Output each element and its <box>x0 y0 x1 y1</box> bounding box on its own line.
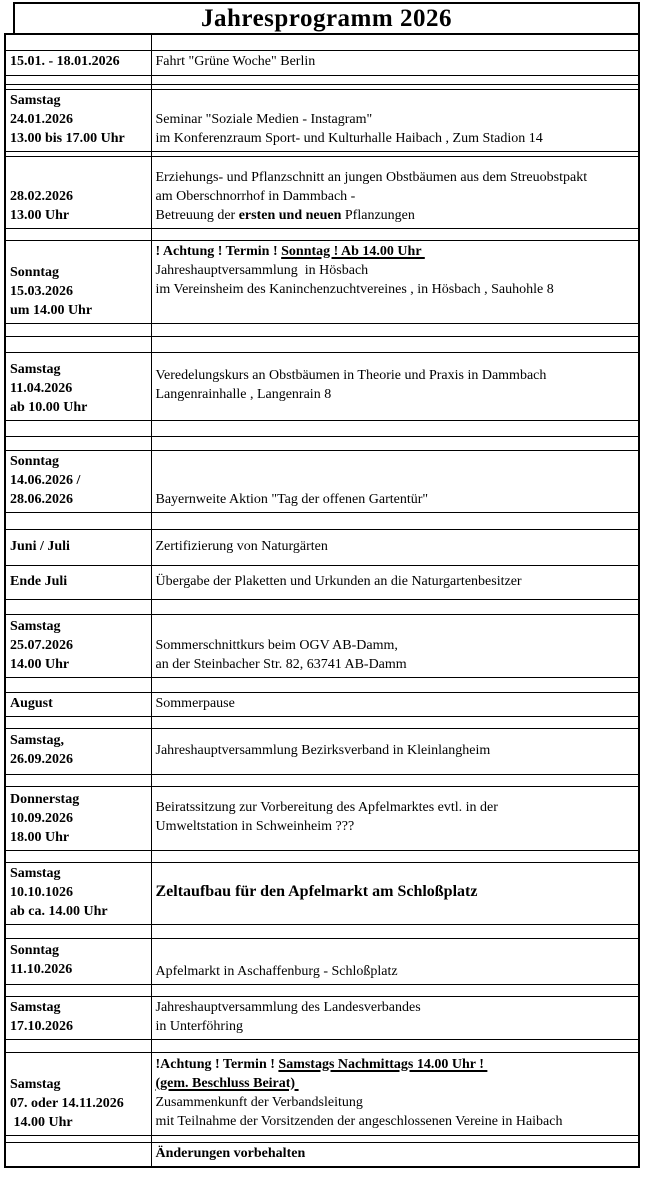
description-cell <box>151 728 639 774</box>
text-line <box>156 1112 635 1131</box>
text-line <box>156 881 635 903</box>
text-line <box>156 962 635 981</box>
description-cell <box>151 228 639 240</box>
description-cell <box>151 352 639 420</box>
description-cell <box>151 436 639 450</box>
text-line <box>10 1017 147 1036</box>
text-line <box>156 1017 635 1036</box>
text-run: 14.00 Uhr <box>10 1114 73 1130</box>
text-line <box>10 864 147 883</box>
text-run: Sonntag <box>10 264 60 280</box>
text-run: im Konferenzraum Sport- und Kulturhalle Haibach , Zum Stadion 14 <box>155 130 543 146</box>
text-run: in Unterföhring <box>155 1018 243 1034</box>
spacer-row <box>5 1135 639 1142</box>
text-run: 17.10.2026 <box>10 1018 73 1034</box>
date-cell <box>5 352 151 420</box>
text-run: 11.04.2026 <box>10 380 73 396</box>
text-line <box>10 263 147 282</box>
table-row <box>5 1142 639 1167</box>
text-run: Seminar "Soziale Medien - Instagram" <box>155 111 373 127</box>
text-line <box>10 636 147 655</box>
text-line <box>10 941 147 960</box>
date-cell <box>5 938 151 984</box>
text-run: ab ca. 14.00 Uhr <box>10 903 108 919</box>
date-cell <box>5 34 151 50</box>
spacer-row <box>5 436 639 450</box>
text-line <box>156 817 635 836</box>
text-run: Jahreshauptversammlung in Hösbach <box>155 262 369 278</box>
description-cell <box>151 1142 639 1167</box>
spacer-row <box>5 34 639 50</box>
text-run: um 14.00 Uhr <box>10 302 93 318</box>
text-run: Veredelungskurs an Obstbäumen in Theorie und Praxis in Dammbach <box>155 368 547 383</box>
text-run: Samstag <box>10 865 61 881</box>
table-row <box>5 996 639 1039</box>
spacer-row <box>5 336 639 352</box>
text-run: 15.01. - 18.01.2026 <box>10 54 120 69</box>
text-line <box>10 490 147 509</box>
text-line <box>10 360 147 379</box>
date-cell <box>5 228 151 240</box>
text-run: 24.01.2026 <box>10 111 73 127</box>
date-cell <box>5 996 151 1039</box>
description-cell <box>151 336 639 352</box>
text-line <box>10 883 147 902</box>
text-run: ! Achtung ! Termin ! <box>155 243 282 259</box>
date-cell <box>5 156 151 228</box>
text-line <box>10 1094 147 1113</box>
text-line <box>156 537 635 556</box>
text-line <box>156 242 635 261</box>
description-cell <box>151 1135 639 1142</box>
text-line <box>10 750 147 769</box>
description-cell <box>151 677 639 692</box>
text-line <box>10 572 147 591</box>
text-run: Sonntag <box>10 943 60 958</box>
text-run: Übergabe der Plaketten und Urkunden an die Naturgartenbesitzer <box>155 573 522 589</box>
text-line <box>156 206 635 225</box>
date-cell <box>5 1135 151 1142</box>
date-cell <box>5 1052 151 1135</box>
text-run: !Achtung ! Termin ! <box>155 1056 279 1072</box>
date-cell <box>5 728 151 774</box>
text-run: Samstag <box>10 999 61 1015</box>
date-cell <box>5 850 151 862</box>
text-run: Zusammenkunft der Verbandsleitung <box>155 1094 363 1110</box>
spacer-row <box>5 850 639 862</box>
spacer-row <box>5 677 639 692</box>
text-line <box>156 261 635 280</box>
text-line <box>156 798 635 817</box>
text-run: ab 10.00 Uhr <box>10 399 88 415</box>
text-line <box>10 809 147 828</box>
text-run: 14.06.2026 / <box>10 472 81 488</box>
text-line <box>10 110 147 129</box>
text-line <box>156 694 635 713</box>
description-cell <box>151 984 639 996</box>
spacer-row <box>5 924 639 938</box>
text-run: an der Steinbacher Str. 82, 63741 AB-Damm <box>155 656 407 672</box>
text-line <box>156 52 635 71</box>
text-line <box>10 1075 147 1094</box>
text-line <box>10 91 147 110</box>
description-cell <box>151 50 639 75</box>
description-cell <box>151 614 639 677</box>
date-cell <box>5 75 151 84</box>
text-run: Samstag <box>10 361 61 377</box>
description-cell <box>151 1052 639 1135</box>
text-run: 11.10.2026 <box>10 962 73 977</box>
text-run: Ende Juli <box>10 573 68 589</box>
text-run: 28.06.2026 <box>10 491 73 507</box>
text-line <box>10 790 147 809</box>
text-line <box>156 1055 635 1074</box>
description-cell <box>151 692 639 716</box>
description-cell <box>151 323 639 336</box>
text-run: mit Teilnahme der Vorsitzenden der angeschlossenen Vereine in Haibach <box>155 1113 563 1129</box>
description-cell <box>151 89 639 151</box>
date-cell <box>5 240 151 323</box>
date-cell <box>5 599 151 614</box>
date-cell <box>5 450 151 512</box>
text-run: am Oberschnorrhof in Dammbach - <box>155 188 356 204</box>
text-run: Änderungen vorbehalten <box>155 1145 306 1161</box>
text-run: 26.09.2026 <box>10 752 73 767</box>
text-line <box>156 110 635 129</box>
text-run: Sommerpause <box>155 695 235 711</box>
text-run: Donnerstag <box>10 791 80 807</box>
text-line <box>156 655 635 674</box>
date-cell <box>5 89 151 151</box>
text-run: Pflanzungen <box>341 207 415 223</box>
text-run: Zeltaufbau für den Apfelmarkt am Schloßplatz <box>155 883 478 900</box>
table-row <box>5 862 639 924</box>
spacer-row <box>5 774 639 786</box>
text-run: Samstag <box>10 92 61 108</box>
date-cell <box>5 774 151 786</box>
spacer-row <box>5 323 639 336</box>
description-cell <box>151 716 639 728</box>
text-line <box>156 129 635 148</box>
text-line <box>156 741 635 760</box>
description-cell <box>151 450 639 512</box>
table-row <box>5 692 639 716</box>
text-run: ersten und neuen <box>238 207 342 223</box>
text-line <box>156 187 635 206</box>
text-line <box>10 537 147 556</box>
text-run: Fahrt "Grüne Woche" Berlin <box>155 54 316 69</box>
date-cell <box>5 336 151 352</box>
text-line <box>156 385 635 404</box>
text-line <box>156 1144 635 1163</box>
table-row <box>5 614 639 677</box>
text-run: im Vereinsheim des Kaninchenzuchtvereines , in Hösbach , Sauhohle 8 <box>155 281 554 297</box>
text-run: 14.00 Uhr <box>10 656 70 672</box>
spacer-row <box>5 984 639 996</box>
table-row <box>5 786 639 850</box>
text-run: 13.00 bis 17.00 Uhr <box>10 130 125 146</box>
table-row <box>5 89 639 151</box>
description-cell <box>151 565 639 599</box>
text-line <box>156 168 635 187</box>
table-row <box>5 156 639 228</box>
description-cell <box>151 75 639 84</box>
text-line <box>156 998 635 1017</box>
date-cell <box>5 692 151 716</box>
spacer-row <box>5 420 639 436</box>
text-run: Jahreshauptversammlung Bezirksverband in Kleinlangheim <box>155 742 491 758</box>
text-run: Sonntag <box>10 453 60 469</box>
text-line <box>10 828 147 847</box>
description-cell <box>151 862 639 924</box>
text-line <box>10 902 147 921</box>
text-line <box>10 398 147 417</box>
table-row <box>5 565 639 599</box>
text-run: Erziehungs- und Pflanzschnitt an jungen Obstbäumen aus dem Streuobstpakt <box>155 169 588 185</box>
description-cell <box>151 924 639 938</box>
table-row <box>5 938 639 984</box>
description-cell <box>151 420 639 436</box>
page-title: Jahresprogramm 2026 <box>13 2 640 35</box>
text-line <box>156 1074 635 1093</box>
text-run: Samstag, <box>10 733 65 748</box>
spacer-row <box>5 228 639 240</box>
text-run: Jahreshauptversammlung des Landesverbandes <box>155 999 421 1015</box>
description-cell <box>151 938 639 984</box>
date-cell <box>5 677 151 692</box>
text-line <box>10 694 147 713</box>
date-cell <box>5 614 151 677</box>
text-line <box>156 636 635 655</box>
text-run: 10.10.1026 <box>10 884 73 900</box>
text-run: (gem. Beschluss Beirat) <box>155 1075 299 1091</box>
text-run: 15.03.2026 <box>10 283 73 299</box>
text-run: Beiratssitzung zur Vorbereitung des Apfelmarktes evtl. in der <box>155 800 498 815</box>
text-line <box>10 655 147 674</box>
description-cell <box>151 1039 639 1052</box>
date-cell <box>5 984 151 996</box>
text-line <box>156 572 635 591</box>
text-line <box>10 471 147 490</box>
text-line <box>10 52 147 71</box>
text-run: 07. oder 14.11.2026 <box>10 1095 124 1111</box>
spacer-row <box>5 75 639 84</box>
text-run: Samstag <box>10 618 61 634</box>
text-line <box>10 731 147 750</box>
text-line <box>10 452 147 471</box>
text-run: 13.00 Uhr <box>10 207 70 223</box>
text-run: Samstags Nachmittags 14.00 Uhr ! <box>278 1056 488 1072</box>
date-cell <box>5 1039 151 1052</box>
description-cell <box>151 786 639 850</box>
description-cell <box>151 512 639 529</box>
date-cell <box>5 716 151 728</box>
text-line <box>156 366 635 385</box>
description-cell <box>151 156 639 228</box>
text-line <box>10 960 147 979</box>
text-line <box>10 998 147 1017</box>
text-line <box>10 282 147 301</box>
date-cell <box>5 420 151 436</box>
date-cell <box>5 1142 151 1167</box>
table-row <box>5 240 639 323</box>
description-cell <box>151 34 639 50</box>
table-row <box>5 352 639 420</box>
date-cell <box>5 862 151 924</box>
text-run: 10.09.2026 <box>10 810 73 826</box>
description-cell <box>151 996 639 1039</box>
program-table <box>4 33 640 1168</box>
date-cell <box>5 924 151 938</box>
table-row <box>5 529 639 565</box>
text-run: Umweltstation in Schweinheim ??? <box>155 819 355 834</box>
spacer-row <box>5 599 639 614</box>
text-line <box>10 129 147 148</box>
text-run: Langenrainhalle , Langenrain 8 <box>155 387 332 402</box>
text-line <box>10 206 147 225</box>
table-row <box>5 50 639 75</box>
text-run: Sommerschnittkurs beim OGV AB-Damm, <box>155 637 398 653</box>
date-cell <box>5 323 151 336</box>
text-run: Samstag <box>10 1076 61 1092</box>
text-line <box>10 187 147 206</box>
date-cell <box>5 786 151 850</box>
description-cell <box>151 850 639 862</box>
text-run: Bayernweite Aktion "Tag der offenen Gartentür" <box>155 491 429 507</box>
text-line <box>156 1093 635 1112</box>
description-cell <box>151 599 639 614</box>
spacer-row <box>5 512 639 529</box>
table-row <box>5 1052 639 1135</box>
text-line <box>10 617 147 636</box>
text-run: 25.07.2026 <box>10 637 73 653</box>
text-line <box>156 280 635 299</box>
text-run: Juni / Juli <box>10 538 70 554</box>
description-cell <box>151 240 639 323</box>
date-cell <box>5 565 151 599</box>
table-row <box>5 728 639 774</box>
description-cell <box>151 529 639 565</box>
date-cell <box>5 50 151 75</box>
text-run: 18.00 Uhr <box>10 829 70 845</box>
text-run: August <box>10 695 53 711</box>
spacer-row <box>5 716 639 728</box>
text-run: Zertifizierung von Naturgärten <box>155 538 328 554</box>
text-line <box>10 301 147 320</box>
text-run: Betreuung der <box>155 207 239 223</box>
text-run: 28.02.2026 <box>10 188 73 204</box>
description-cell <box>151 774 639 786</box>
date-cell <box>5 512 151 529</box>
program-table-body <box>5 34 639 1167</box>
text-line <box>10 1113 147 1132</box>
date-cell <box>5 529 151 565</box>
spacer-row <box>5 1039 639 1052</box>
date-cell <box>5 436 151 450</box>
table-row <box>5 450 639 512</box>
text-run: Sonntag ! Ab 14.00 Uhr <box>281 243 425 259</box>
text-run: Apfelmarkt in Aschaffenburg - Schloßplatz <box>155 963 398 979</box>
text-line <box>10 379 147 398</box>
text-line <box>156 490 635 509</box>
